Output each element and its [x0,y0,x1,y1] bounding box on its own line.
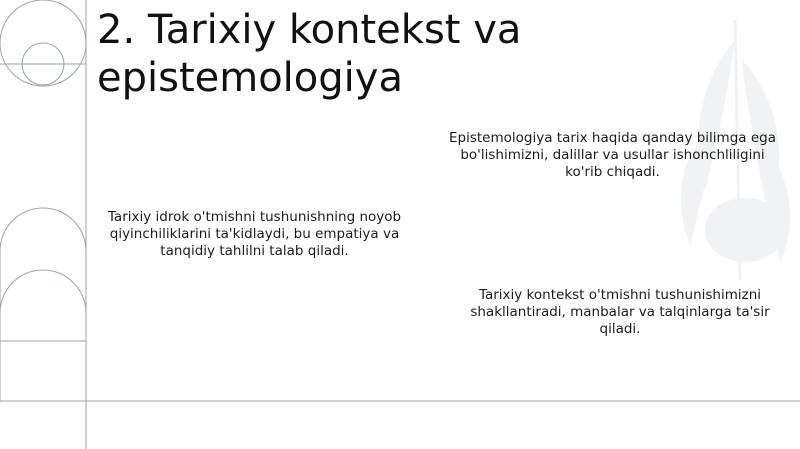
paragraph-historical-perception: Tarixiy idrok o'tmishni tushunishning noyob qiyinchiliklarini ta'kidlaydi, bu empatiya va tanqidiy tahlilni talab qiladi. [107,209,402,259]
slide-title: 2. Tarixiy kontekst va epistemologiya [97,7,522,101]
paragraph-epistemology: Epistemologiya tarix haqida qanday bilimga ega bo'lishimizni, dalillar va usullar ishonchliligini ko'rib chiqadi. [449,130,776,180]
paragraph-historical-context: Tarixiy kontekst o'tmishni tushunishimizni shakllantiradi, manbalar va talqinlarga ta'sir qiladi. [470,287,770,337]
